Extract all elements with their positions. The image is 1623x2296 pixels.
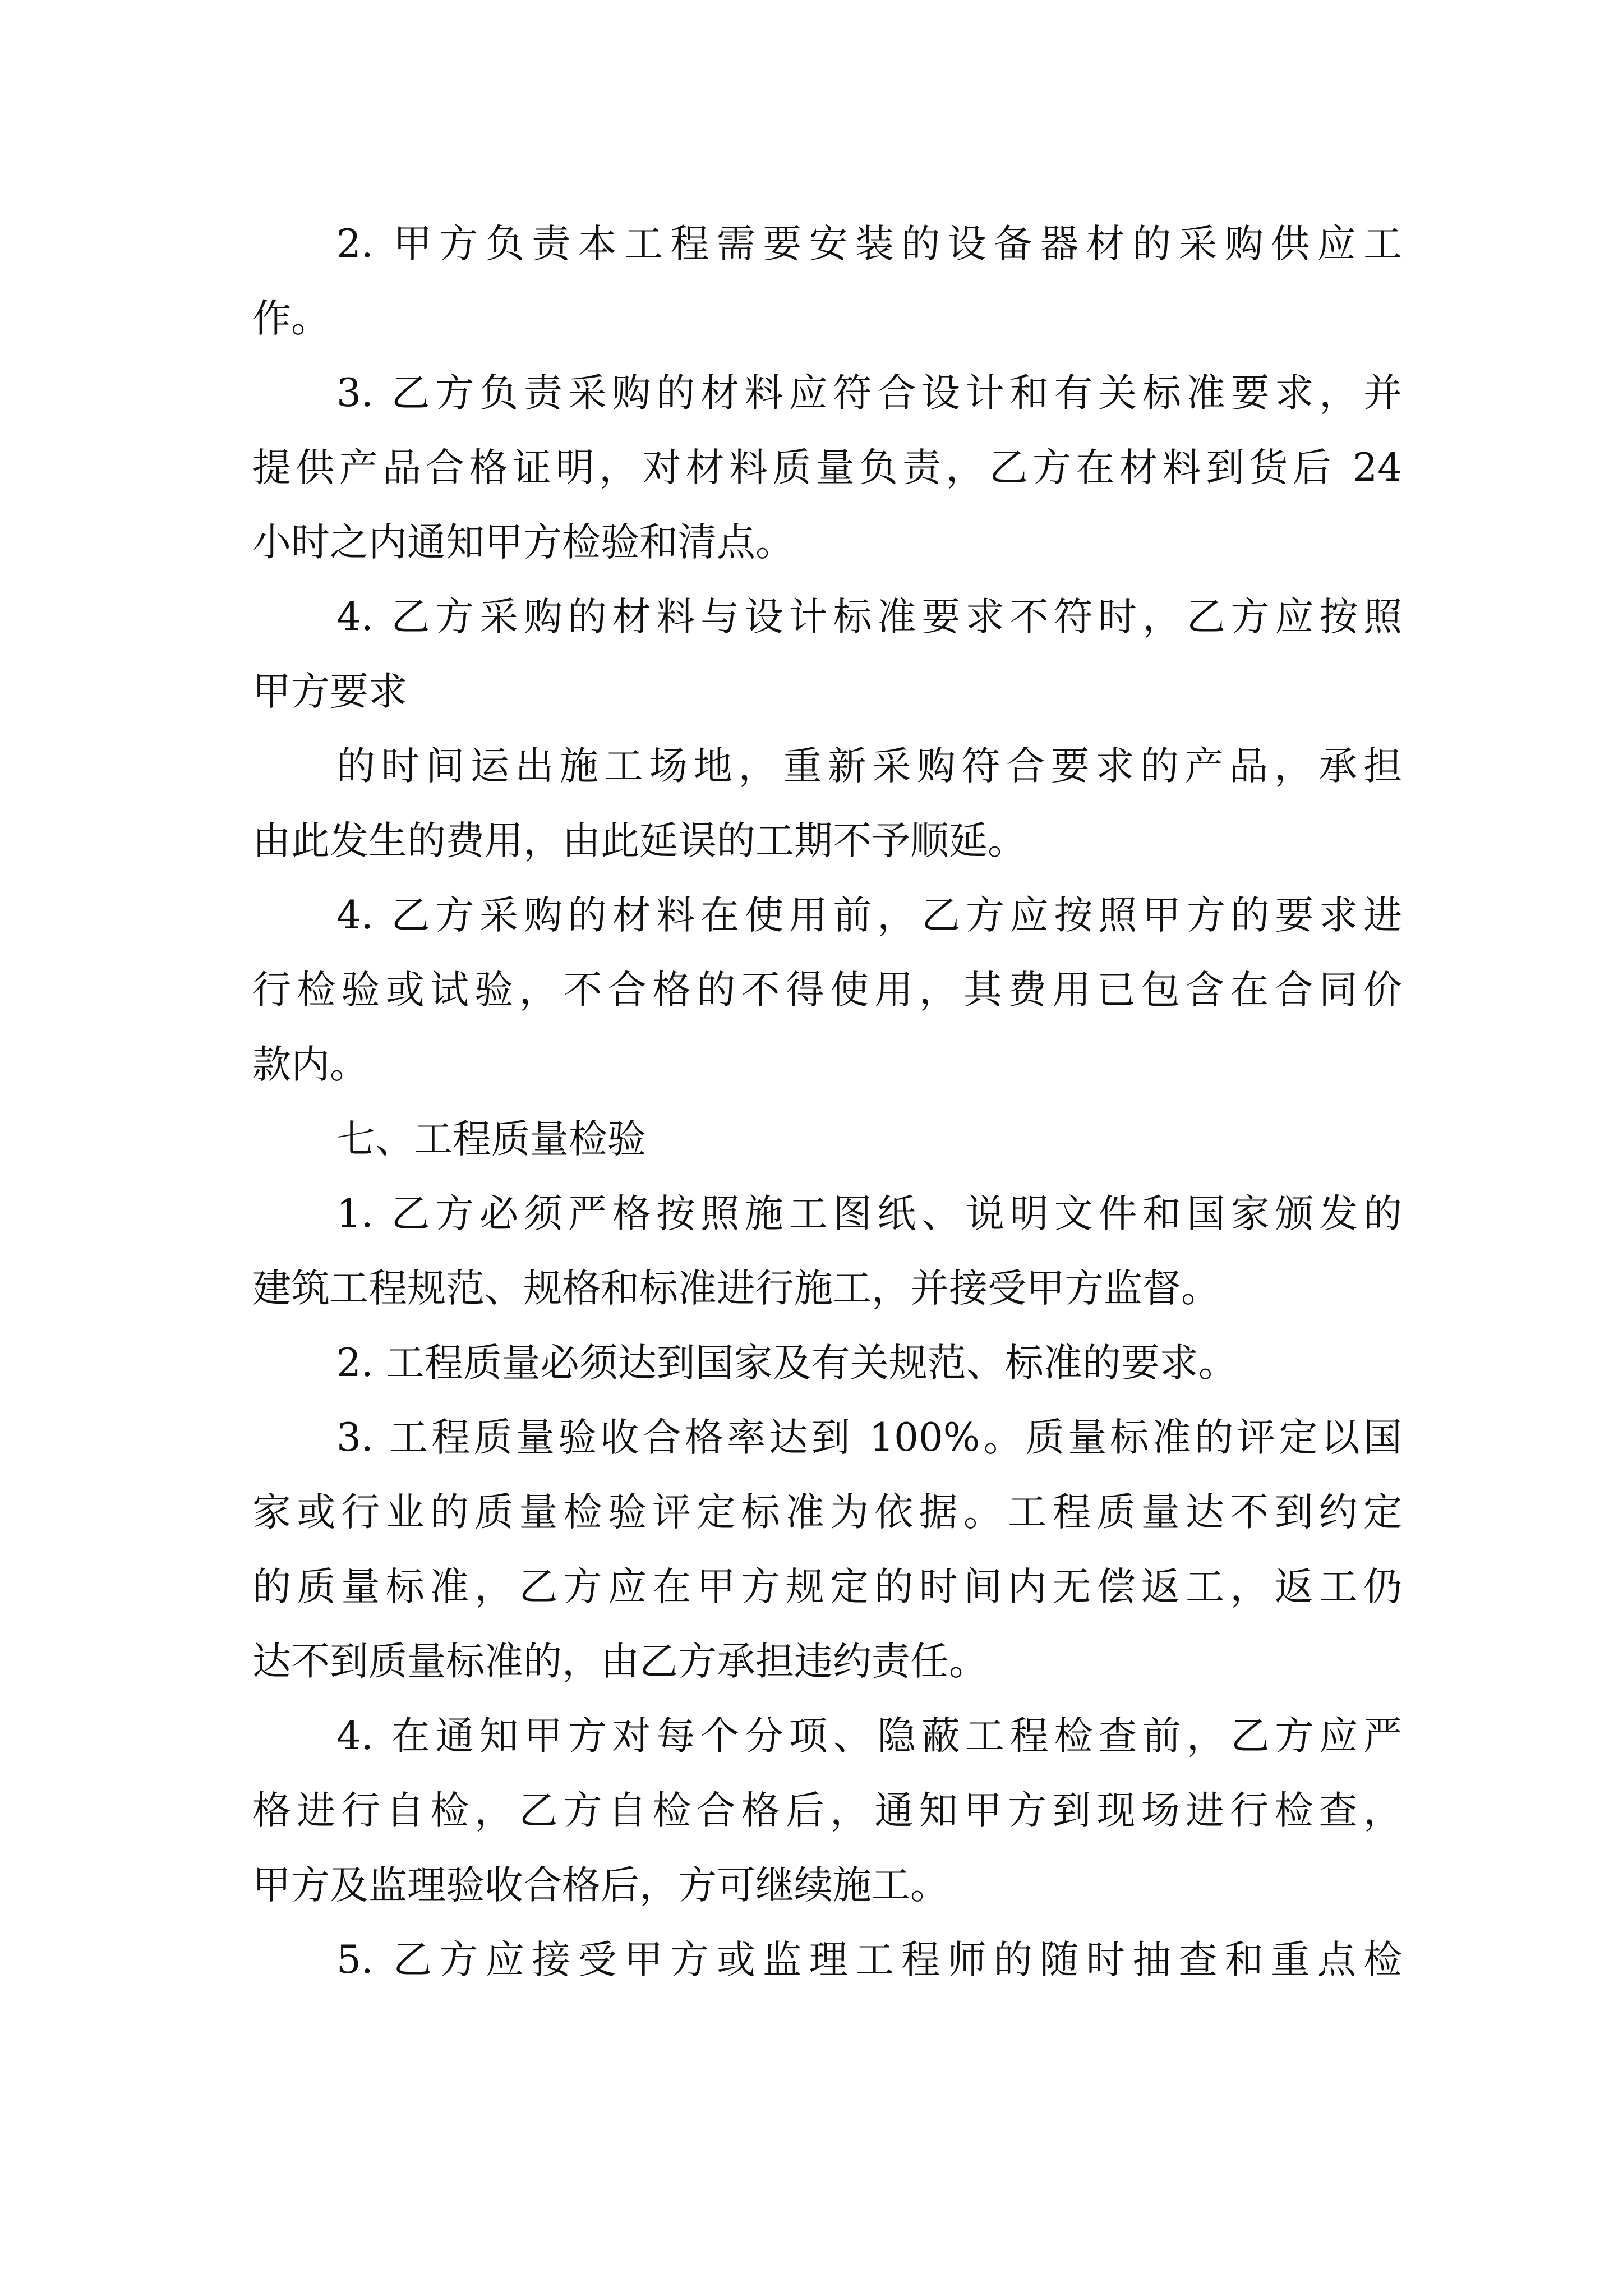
section-heading-7: 七、工程质量检验 xyxy=(336,1117,646,1162)
clause-5-line-1: 5. 乙方应接受甲方或监理工程师的随时抽查和重点检 xyxy=(336,1938,1402,1982)
paragraph-4b-line-1: 的时间运出施工场地，重新采购符合要求的产品，承担 xyxy=(336,744,1402,789)
paragraph-4a-line-2: 甲方要求 xyxy=(252,669,407,714)
paragraph-4b-line-2: 由此发生的费用，由此延误的工期不予顺延。 xyxy=(252,818,1026,863)
clause-2-line-1: 2. 工程质量必须达到国家及有关规范、标准的要求。 xyxy=(336,1341,1237,1386)
paragraph-3-line-2: 提供产品合格证明，对材料质量负责，乙方在材料到货后 24 xyxy=(252,445,1402,490)
paragraph-4c-line-3: 款内。 xyxy=(252,1042,368,1087)
paragraph-4a-line-1: 4. 乙方采购的材料与设计标准要求不符时，乙方应按照 xyxy=(336,595,1402,639)
clause-1-line-2: 建筑工程规范、规格和标准进行施工，并接受甲方监督。 xyxy=(252,1266,1220,1311)
clause-3-line-4: 达不到质量标准的，由乙方承担违约责任。 xyxy=(252,1639,988,1684)
paragraph-3-line-1: 3. 乙方负责采购的材料应符合设计和有关标准要求，并 xyxy=(336,371,1402,416)
paragraph-4c-line-1: 4. 乙方采购的材料在使用前，乙方应按照甲方的要求进 xyxy=(336,893,1402,938)
clause-4-line-3: 甲方及监理验收合格后，方可继续施工。 xyxy=(252,1863,949,1908)
clause-4-line-1: 4. 在通知甲方对每个分项、隐蔽工程检查前，乙方应严 xyxy=(336,1714,1402,1759)
clause-3-line-2: 家或行业的质量检验评定标准为依据。工程质量达不到约定 xyxy=(252,1490,1402,1535)
paragraph-4c-line-2: 行检验或试验，不合格的不得使用，其费用已包含在合同价 xyxy=(252,968,1402,1013)
clause-3-line-3: 的质量标准，乙方应在甲方规定的时间内无偿返工，返工仍 xyxy=(252,1565,1402,1609)
paragraph-2-line-2: 作。 xyxy=(252,296,330,341)
clause-3-line-1: 3. 工程质量验收合格率达到 100%。质量标准的评定以国 xyxy=(336,1415,1402,1460)
clause-4-line-2: 格进行自检，乙方自检合格后，通知甲方到现场进行检查， xyxy=(252,1788,1402,1833)
paragraph-2-line-1: 2. 甲方负责本工程需要安装的设备器材的采购供应工 xyxy=(336,222,1402,266)
paragraph-3-line-3: 小时之内通知甲方检验和清点。 xyxy=(252,520,794,565)
clause-1-line-1: 1. 乙方必须严格按照施工图纸、说明文件和国家颁发的 xyxy=(336,1191,1402,1236)
